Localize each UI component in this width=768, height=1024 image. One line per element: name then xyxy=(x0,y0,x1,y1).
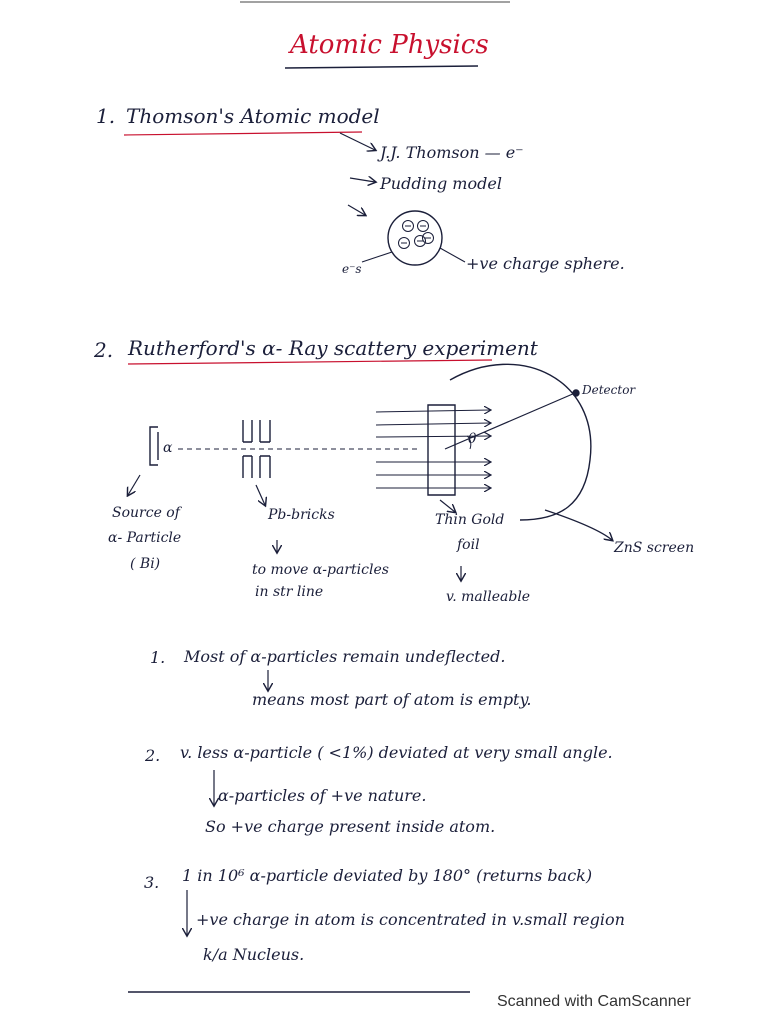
observation-1-text: Most of α-particles remain undeflected. xyxy=(184,647,506,666)
section1-number: 1. xyxy=(96,104,116,128)
foil-label-2: foil xyxy=(457,537,480,553)
observation-2-text: v. less α-particle ( <1%) deviated at very small angle. xyxy=(180,743,613,762)
observation-3-note-2: k/a Nucleus. xyxy=(203,945,305,964)
arrow-icon xyxy=(340,133,375,150)
rutherford-apparatus-diagram xyxy=(128,364,612,580)
arrow-icon xyxy=(348,205,365,215)
bricks-note-1: to move α-particles xyxy=(252,562,389,578)
electron-label: e⁻s xyxy=(342,262,362,276)
title-underline xyxy=(285,66,478,68)
thomson-atom-diagram xyxy=(362,211,465,265)
sphere-label: +ve charge sphere. xyxy=(466,254,625,273)
arrow-icon xyxy=(350,178,375,182)
section2-underline xyxy=(128,360,492,364)
screen-label: ZnS screen xyxy=(614,540,695,556)
page-title: Atomic Physics xyxy=(290,30,489,60)
detector-label: Detector xyxy=(582,383,636,397)
section1-heading: Thomson's Atomic model xyxy=(126,104,380,128)
section1-point-2: Pudding model xyxy=(380,174,502,193)
section2-heading: Rutherford's α- Ray scattery experiment xyxy=(128,336,538,360)
section2-number: 2. xyxy=(94,338,114,362)
observation-2-note-2: So +ve charge present inside atom. xyxy=(205,817,496,836)
observation-3-note-1: +ve charge in atom is concentrated in v.small region xyxy=(196,910,625,929)
observation-3-text: 1 in 10⁶ α-particle deviated by 180° (returns back) xyxy=(182,866,593,885)
observation-1-note-1: means most part of atom is empty. xyxy=(252,690,532,709)
observation-1-number: 1. xyxy=(150,648,166,667)
theta-label: θ xyxy=(468,431,477,447)
section1-point-1: J.J. Thomson — e⁻ xyxy=(380,143,524,162)
alpha-label: α xyxy=(163,440,173,456)
observation-3-number: 3. xyxy=(144,873,160,892)
source-label-3: ( Bi) xyxy=(130,556,161,572)
source-label-1: Source of xyxy=(112,505,180,521)
foil-label-1: Thin Gold xyxy=(435,512,505,528)
source-label-2: α- Particle xyxy=(108,530,182,546)
observation-2-note-1: α-particles of +ve nature. xyxy=(218,786,427,805)
foil-note: v. malleable xyxy=(446,589,531,605)
scanner-watermark: Scanned with CamScanner xyxy=(497,993,691,1010)
section1-underline xyxy=(124,132,362,135)
observation-2-number: 2. xyxy=(145,746,161,765)
bricks-note-2: in str line xyxy=(255,584,324,600)
bricks-label: Pb-bricks xyxy=(268,507,335,523)
